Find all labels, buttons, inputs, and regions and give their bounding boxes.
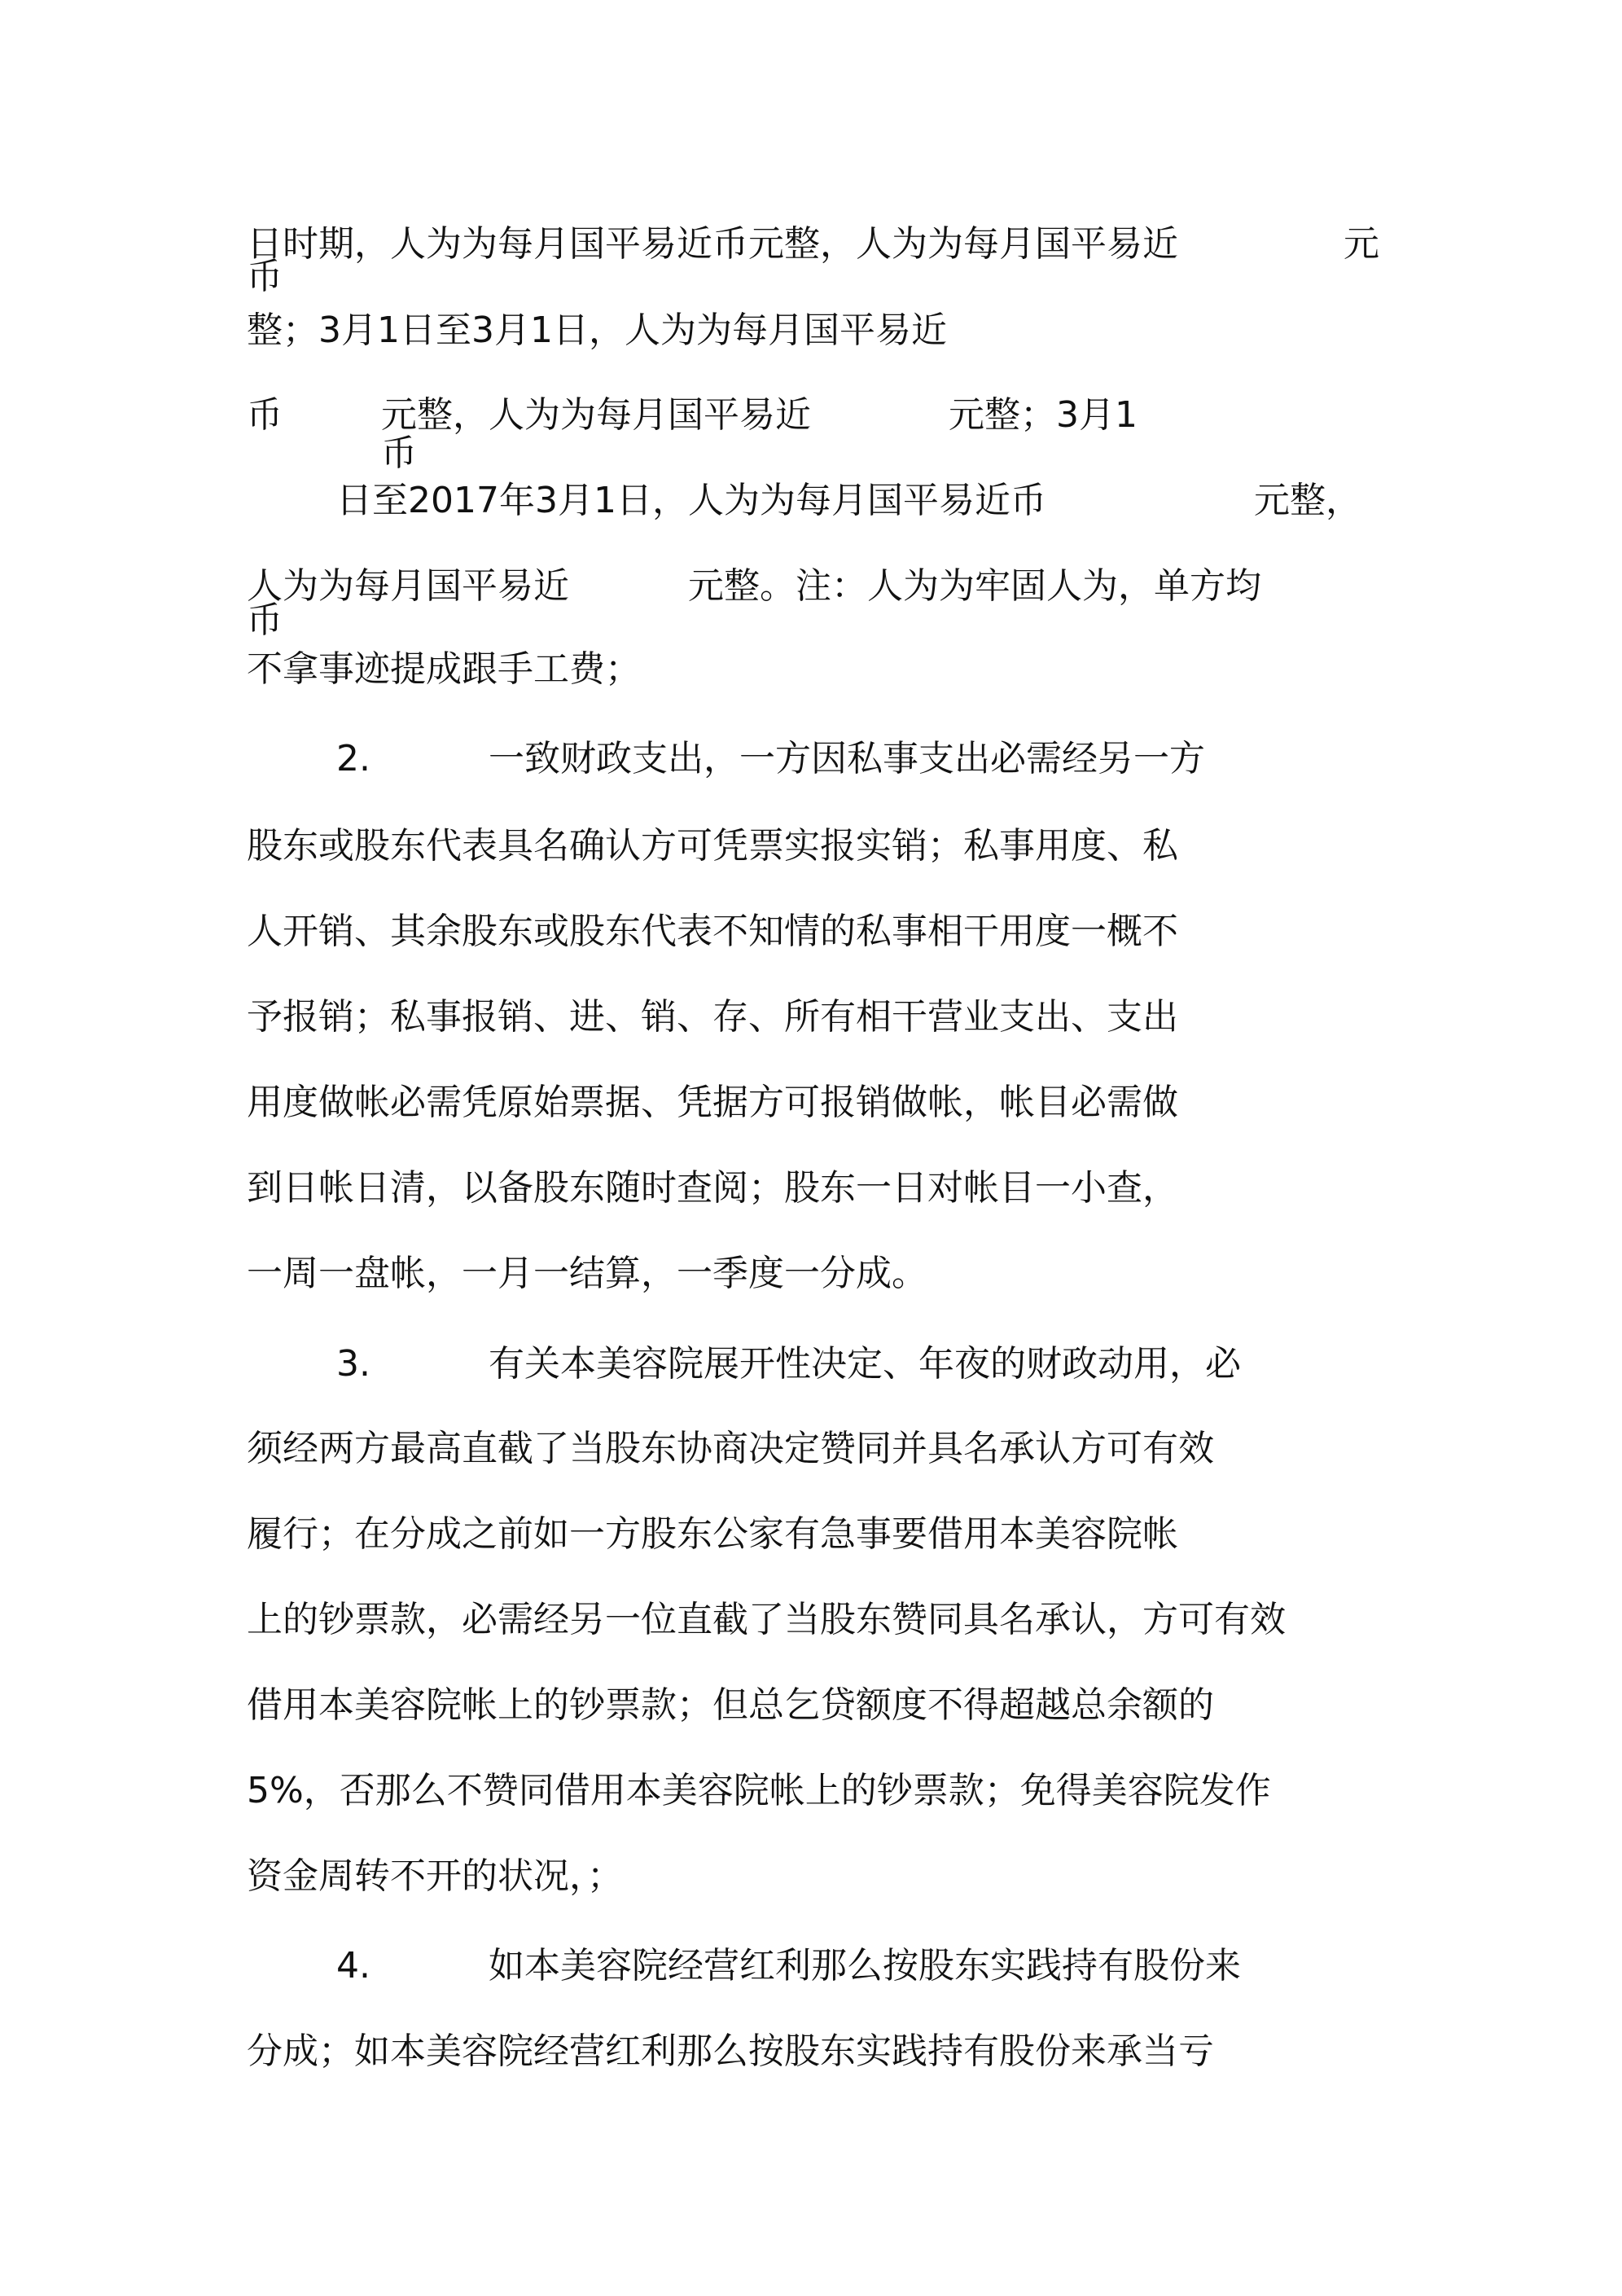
text-line: 5%，否那么不赞同借用本美容院帐上的钞票款；免得美容院发作 <box>247 1770 1271 1811</box>
text-line: 股东或股东代表具名确认方可凭票实报实销；私事用度、私 <box>247 825 1178 867</box>
text-line: 一致财政支出，一方因私事支出必需经另一方 <box>489 738 1205 779</box>
text-line: 不拿事迹提成跟手工费； <box>247 648 641 690</box>
text-line: 人开销、其余股东或股东代表不知情的私事相干用度一概不 <box>247 911 1178 952</box>
text-line: 元整， <box>1254 480 1361 521</box>
text-line: 一周一盘帐，一月一结算，一季度一分成。 <box>247 1253 927 1294</box>
text-line: 到日帐日清，以备股东随时查阅；股东一日对帐目一小查， <box>247 1167 1178 1209</box>
text-line: 上的钞票款，必需经另一位直截了当股东赞同具名承认，方可有效 <box>247 1599 1286 1640</box>
text-line: 日时期，人为为每月国平易近币元整，人为为每月国平易近 <box>247 223 1178 265</box>
text-line: 用度做帐必需凭原始票据、凭据方可报销做帐，帐目必需做 <box>247 1082 1178 1123</box>
list-number: 3. <box>336 1343 370 1385</box>
text-line: 币 <box>247 394 283 436</box>
text-line: 有关本美容院展开性决定、年夜的财政动用，必 <box>489 1343 1241 1385</box>
text-line: 日至2017年3月1日，人为为每月国平易近币 <box>336 480 1046 521</box>
text-line: 分成；如本美容院经营红利那么按股东实践持有股份来承当亏 <box>247 2030 1214 2072</box>
text-line: 元整，人为为每月国平易近 <box>381 394 811 436</box>
text-line: 须经两方最高直截了当股东协商决定赞同并具名承认方可有效 <box>247 1428 1214 1469</box>
text-line: 资金周转不开的状况，； <box>247 1855 623 1897</box>
text-line: 币 <box>247 256 283 297</box>
text-line: 履行；在分成之前如一方股东公家有急事要借用本美容院帐 <box>247 1513 1178 1555</box>
text-line: 人为为每月国平易近 <box>247 565 569 607</box>
text-line: 借用本美容院帐上的钞票款；但总乞贷额度不得超越总余额的 <box>247 1684 1214 1726</box>
text-line: 元整；3月1 <box>949 394 1138 436</box>
text-line: 如本美容院经营红利那么按股东实践持有股份来 <box>489 1945 1241 1987</box>
list-number: 4. <box>336 1945 370 1987</box>
text-line: 元 <box>1344 223 1379 265</box>
text-line: 予报销；私事报销、进、销、存、所有相干营业支出、支出 <box>247 996 1178 1038</box>
text-line: 币 <box>381 432 417 474</box>
text-line: 元整。注：人为为牢固人为，单方均 <box>688 565 1261 607</box>
list-number: 2. <box>336 738 370 779</box>
text-line: 币 <box>247 599 283 641</box>
text-line: 整；3月1日至3月1日，人为为每月国平易近 <box>247 309 947 351</box>
